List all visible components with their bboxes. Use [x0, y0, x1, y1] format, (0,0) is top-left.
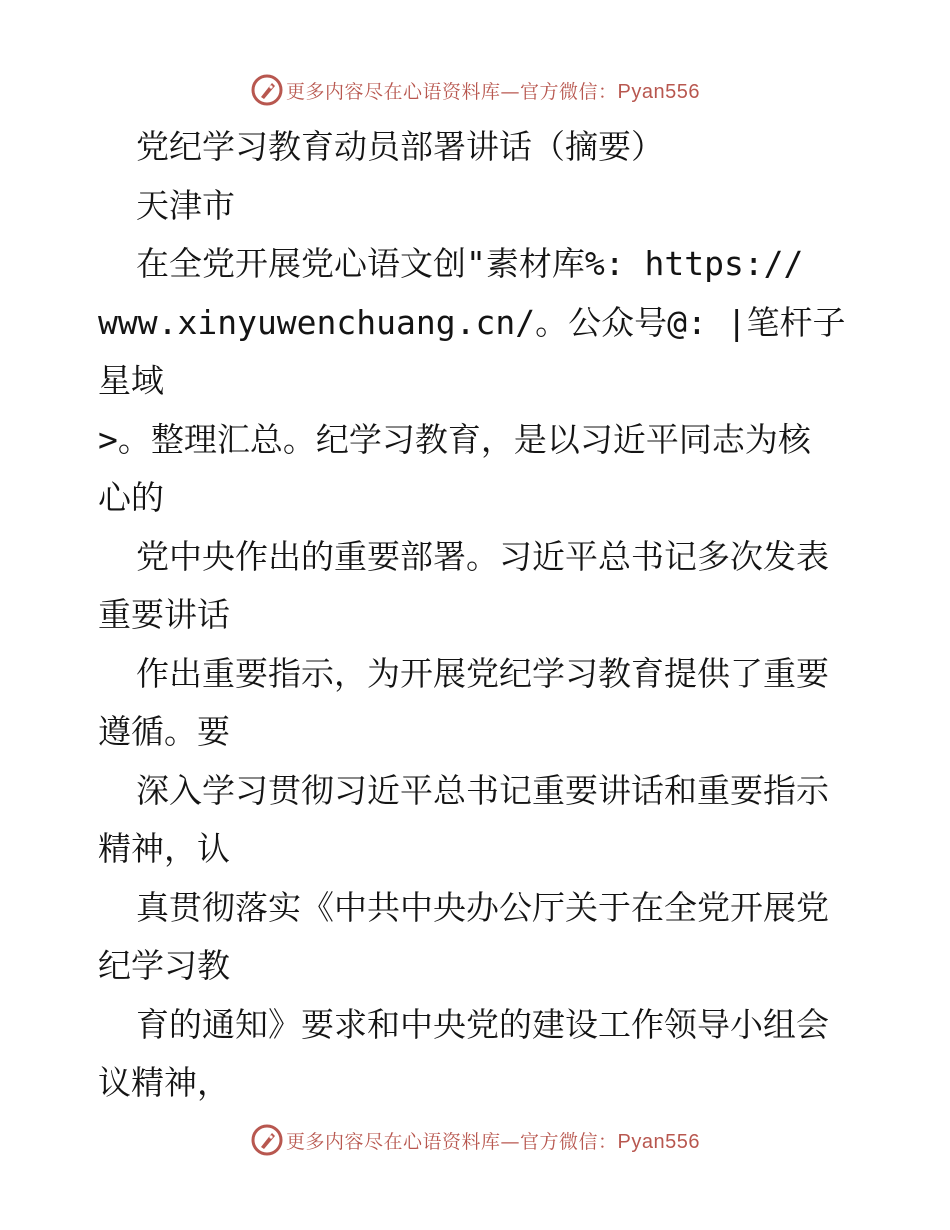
- document-line: 党纪学习教育动员部署讲话（摘要）: [136, 127, 664, 166]
- document-line: 精神，认: [98, 829, 230, 868]
- document-line: 育的通知》要求和中央党的建设工作领导小组会: [136, 1004, 829, 1044]
- banner-text: 更多内容尽在心语资料库—官方微信：Pyan556: [286, 1130, 700, 1153]
- pen-nib-circle-icon: [250, 73, 284, 107]
- banner-account: Pyan556: [617, 80, 700, 103]
- document-line: 党中央作出的重要部署。习近平总书记多次发表: [136, 536, 829, 576]
- document-line: www.xinyuwenchuang.cn/。公众号@: |笔杆子星域: [98, 302, 846, 400]
- document-line: 议精神，: [98, 1063, 230, 1102]
- document-line: 遵循。要: [98, 712, 230, 751]
- document-line: 作出重要指示，为开展党纪学习教育提供了重要: [136, 653, 829, 693]
- document-body: [98, 118, 868, 1113]
- document-line: >。整理汇总。纪学习教育，是以习近平同志为核: [98, 419, 811, 459]
- document-line: 真贯彻落实《中共中央办公厅关于在全党开展党: [136, 887, 829, 927]
- footer-watermark-banner: [0, 1120, 950, 1160]
- document-line: 纪学习教: [98, 946, 230, 985]
- document-line: 在全党开展党心语文创"素材库%: https://: [136, 244, 804, 283]
- document-line: 心的: [98, 478, 164, 517]
- banner-account: Pyan556: [617, 1130, 700, 1153]
- document-line: 重要讲话: [98, 595, 230, 634]
- document-line: 天津市: [136, 185, 235, 225]
- header-watermark-banner: [0, 70, 950, 110]
- banner-text: 更多内容尽在心语资料库—官方微信：Pyan556: [286, 80, 700, 103]
- pen-nib-circle-icon: [250, 1123, 284, 1157]
- document-line: 深入学习贯彻习近平总书记重要讲话和重要指示: [136, 770, 829, 810]
